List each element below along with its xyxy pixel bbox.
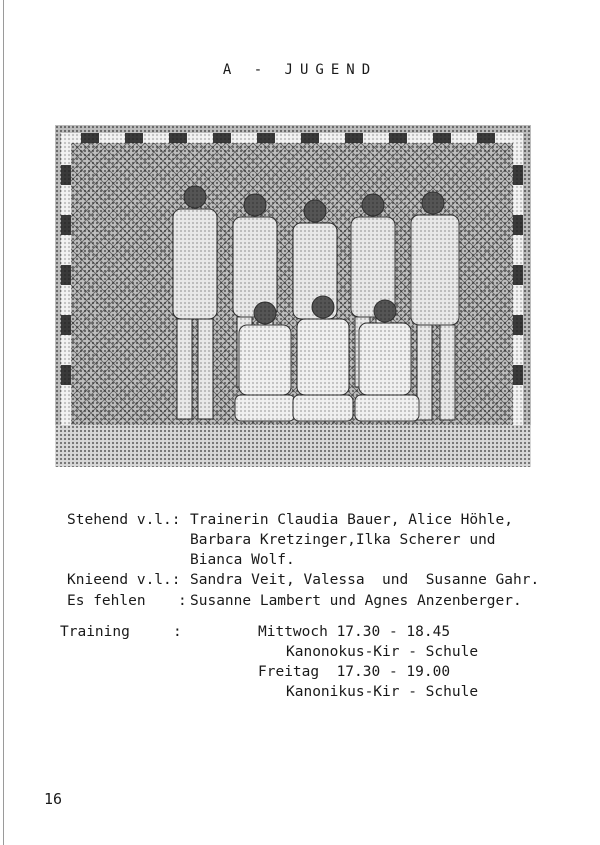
training-label: Training — [60, 624, 130, 640]
stehend-names-line3: Bianca Wolf. — [190, 552, 295, 568]
training-colon: : — [173, 624, 182, 640]
training-slot2-time: Freitag 17.30 - 19.00 — [258, 664, 451, 680]
training-slot1-time: Mittwoch 17.30 - 18.45 — [258, 624, 451, 640]
stehend-label: Stehend v.l.: — [67, 512, 181, 528]
fehlen-colon: : — [178, 593, 187, 609]
knieend-names: Sandra Veit, Valessa und Susanne Gahr. — [190, 572, 540, 588]
stehend-names-line2: Barbara Kretzinger,Ilka Scherer und — [190, 532, 496, 548]
page-number: 16 — [44, 790, 63, 808]
stehend-names-line1: Trainerin Claudia Bauer, Alice Höhle, — [190, 512, 514, 528]
training-slot1-place: Kanonokus-Kir - Schule — [286, 644, 479, 660]
knieend-label: Knieend v.l.: — [67, 572, 181, 588]
fehlen-names: Susanne Lambert und Agnes Anzenberger. — [190, 593, 522, 609]
team-photo — [55, 125, 531, 467]
page-edge-line — [3, 0, 4, 845]
page-title: A - JUGEND — [222, 62, 378, 78]
training-slot2-place: Kanonikus-Kir - Schule — [286, 684, 479, 700]
fehlen-label: Es fehlen — [67, 593, 146, 609]
